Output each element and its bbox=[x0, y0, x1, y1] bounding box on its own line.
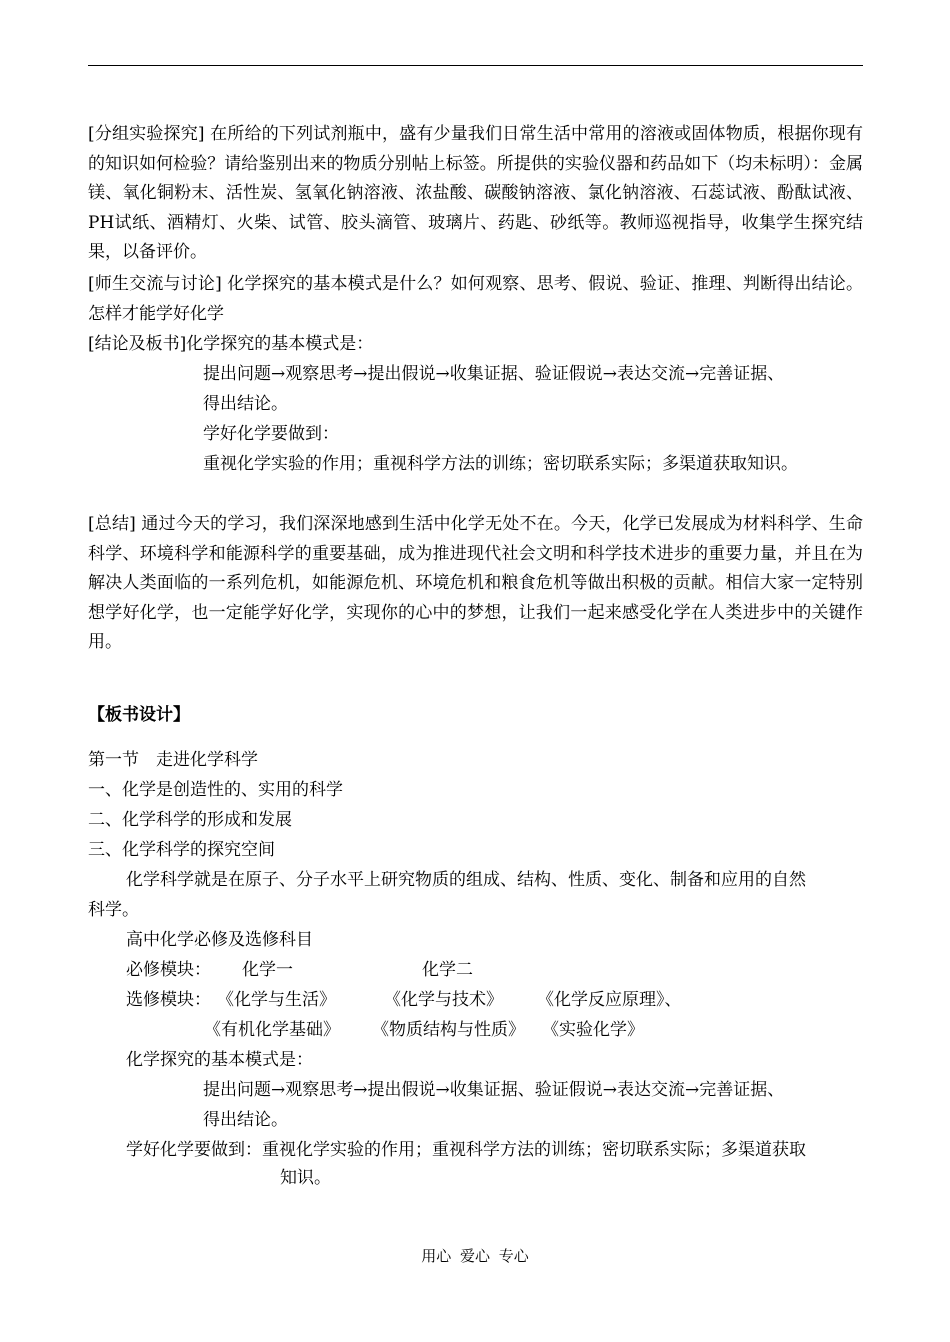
mode-line-1: 提出问题→观察思考→提出假说→收集证据、验证假说→表达交流→完善证据、 bbox=[203, 364, 785, 384]
elective-module-3: 《化学反应原理》、 bbox=[537, 990, 682, 1010]
outline-item-1: 一、化学是创造性的、实用的科学 bbox=[88, 780, 343, 800]
learn2-line-2: 知识。 bbox=[280, 1168, 331, 1188]
learn-label: 学好化学要做到： bbox=[203, 424, 339, 444]
mode2-line-2: 得出结论。 bbox=[203, 1110, 288, 1130]
outline-item-2: 二、化学科学的形成和发展 bbox=[88, 810, 292, 830]
definition-line-2: 科学。 bbox=[88, 900, 139, 920]
learn2-line-1: 学好化学要做到：重视化学实验的作用；重视科学方法的训练；密切联系实际；多渠道获取 bbox=[126, 1140, 806, 1160]
required-label: 必修模块： bbox=[126, 960, 211, 980]
definition-line-1: 化学科学就是在原子、分子水平上研究物质的组成、结构、性质、变化、制备和应用的自然 bbox=[126, 870, 806, 890]
elective-module-4: 《有机化学基础》 bbox=[204, 1020, 340, 1040]
mode-label-2: 化学探究的基本模式是： bbox=[126, 1050, 313, 1070]
elective-module-2: 《化学与技术》 bbox=[384, 990, 503, 1010]
discussion-paragraph: [师生交流与讨论] 化学探究的基本模式是什么？如何观察、思考、假说、验证、推理、判断得出结论。怎样才能学好化学 bbox=[88, 274, 863, 324]
outline-item-3: 三、化学科学的探究空间 bbox=[88, 840, 275, 860]
learn-text: 重视化学实验的作用；重视科学方法的训练；密切联系实际；多渠道获取知识。 bbox=[203, 454, 798, 474]
mode2-line-1: 提出问题→观察思考→提出假说→收集证据、验证假说→表达交流→完善证据、 bbox=[203, 1080, 785, 1100]
elective-module-1: 《化学与生活》 bbox=[217, 990, 336, 1010]
summary-paragraph: [总结] 通过今天的学习，我们深深地感到生活中化学无处不在。今天，化学已发展成为材料科学、生命科学、环境科学和能源科学的重要基础，成为推进现代社会文明和科学技术进步的重要力量，并且在为解决人类面临的一系列危机，如能源危机、环境危机和粮食危机等做出积极的贡献。相信大家一定特别想学好化学，也一定能学好化学，实现你的心中的梦想，让我们一起来感受化学在人类进步中的关键作用。 bbox=[88, 514, 863, 652]
elective-module-5: 《物质结构与性质》 bbox=[372, 1020, 525, 1040]
elective-label: 选修模块： bbox=[126, 990, 211, 1010]
elective-module-6: 《实验化学》 bbox=[542, 1020, 644, 1040]
group-experiment-paragraph: [分组实验探究] 在所给的下列试剂瓶中，盛有少量我们日常生活中常用的溶液或固体物质，根据你现有的知识如何检验？请给鉴别出来的物质分别帖上标签。所提供的实验仪器和药品如下（均未标明）：金属镁、氧化铜粉末、活性炭、氢氧化钠溶液、浓盐酸、碳酸钠溶液、氯化钠溶液、石蕊试液、酚酞试液、PH试纸、酒精灯、火柴、试管、胶头滴管、玻璃片、药匙、砂纸等。教师巡视指导，收集学生探究结果，以备评价。 bbox=[88, 124, 863, 262]
conclusion-label: [结论及板书]化学探究的基本模式是： bbox=[88, 334, 374, 354]
subjects-title: 高中化学必修及选修科目 bbox=[126, 930, 313, 950]
page-footer: 用心 爱心 专心 bbox=[421, 1247, 529, 1265]
mode-line-2: 得出结论。 bbox=[203, 394, 288, 414]
board-design-heading: 【板书设计】 bbox=[88, 705, 190, 725]
header-rule bbox=[88, 65, 863, 66]
required-module-2: 化学二 bbox=[422, 960, 473, 980]
required-module-1: 化学一 bbox=[242, 960, 293, 980]
section-title: 第一节 走进化学科学 bbox=[88, 750, 258, 770]
